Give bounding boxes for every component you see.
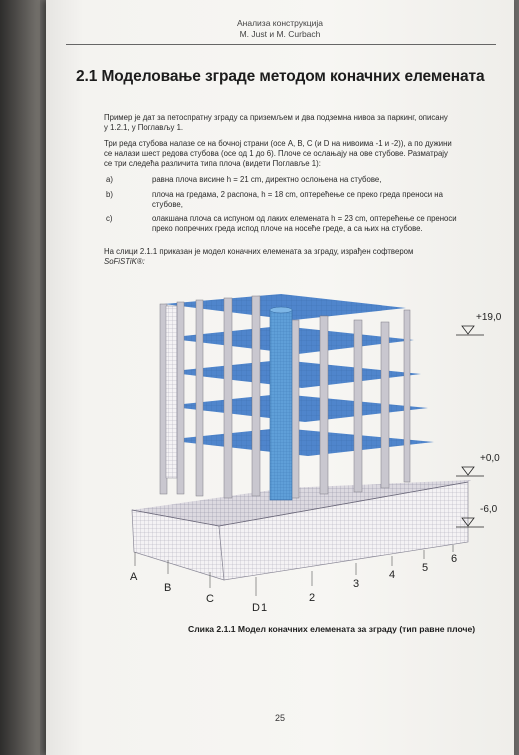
column <box>224 298 232 498</box>
header-rule <box>66 44 496 45</box>
paragraph-figure-ref-line-2: SoFiSTiK®: <box>104 257 145 266</box>
axis-label-3: 3 <box>353 578 360 590</box>
axis-label-6: 6 <box>451 553 458 565</box>
column <box>252 296 260 496</box>
background-shadow <box>0 0 40 755</box>
paragraph-columns-line-2: се налази шест редова стубова (осе од 1 до 6). Плоче се ослањају на ове стубове. Разматрају <box>104 149 448 158</box>
level-label-ground: +0,0 <box>480 453 500 464</box>
list-item-text: стубове, <box>152 200 183 209</box>
shear-wall <box>166 306 177 478</box>
page-number: 25 <box>274 713 285 723</box>
figure-caption: Слика 2.1.1 Модел коначних елемената за зграду (тип равне плоче) <box>188 624 476 634</box>
list-item-text: равна плоча висине h = 21 cm, директно ослоњена на стубове, <box>152 175 382 184</box>
list-item-text: плоча на гредама, 2 распона, h = 18 cm, оптерећење се преко греда преноси на <box>152 190 443 199</box>
list-marker: c) <box>106 214 113 223</box>
axis-label-d: D <box>252 602 260 614</box>
axis-label-b: B <box>164 582 172 594</box>
level-label-basement: -6,0 <box>480 504 498 515</box>
stair-core <box>270 310 292 500</box>
section-title: 2.1 Моделовање зграде методом коначних елемената <box>76 68 485 85</box>
column <box>320 316 328 494</box>
column <box>196 300 203 496</box>
superstructure <box>160 294 434 500</box>
column <box>381 322 389 488</box>
list-item-text: олакшана плоча са испуном од лаких елемената h = 23 cm, оптерећење се преноси <box>152 214 457 223</box>
paragraph-figure-ref-line-1: На слици 2.1.1 приказан је модел коначних елемената за зграду, израђен софтвером <box>104 247 414 256</box>
axis-label-5: 5 <box>422 562 429 574</box>
level-triangle-icon <box>462 326 474 334</box>
axis-label-2: 2 <box>309 592 316 604</box>
running-header-authors: M. Just и M. Curbach <box>239 29 321 39</box>
column <box>404 310 410 482</box>
axis-label-c: C <box>206 593 214 605</box>
axis-label-1: 1 <box>261 602 268 614</box>
paragraph-columns-line-3: се три следећа различита типа плоча (видети Поглавље 1): <box>104 159 321 168</box>
list-marker: b) <box>106 190 113 199</box>
stair-core-top <box>270 307 292 313</box>
column <box>354 320 362 492</box>
fem-building-model-figure <box>76 280 502 615</box>
running-header-title: Анализа конструкција <box>237 18 323 28</box>
paragraph-intro-line-2: у 1.2.1, у Поглављу 1. <box>104 123 184 132</box>
level-label-top: +19,0 <box>476 312 502 323</box>
paragraph-columns-line-1: Три реда стубова налазе се на бочној страни (осе A, B, C (и D на нивоима -1 и -2)), а по дужини <box>104 139 452 148</box>
column <box>177 302 184 494</box>
axis-label-a: A <box>130 571 138 583</box>
list-marker: a) <box>106 175 113 184</box>
list-item-text: преко попречних греда испод плоче на носеће греде, а са њих на стубове. <box>152 224 423 233</box>
paragraph-intro-line-1: Пример је дат за петоспратну зграду са приземљем и два подземна нивоа за паркинг, описану <box>104 113 448 122</box>
level-triangle-icon <box>462 467 474 475</box>
axis-label-4: 4 <box>389 569 396 581</box>
